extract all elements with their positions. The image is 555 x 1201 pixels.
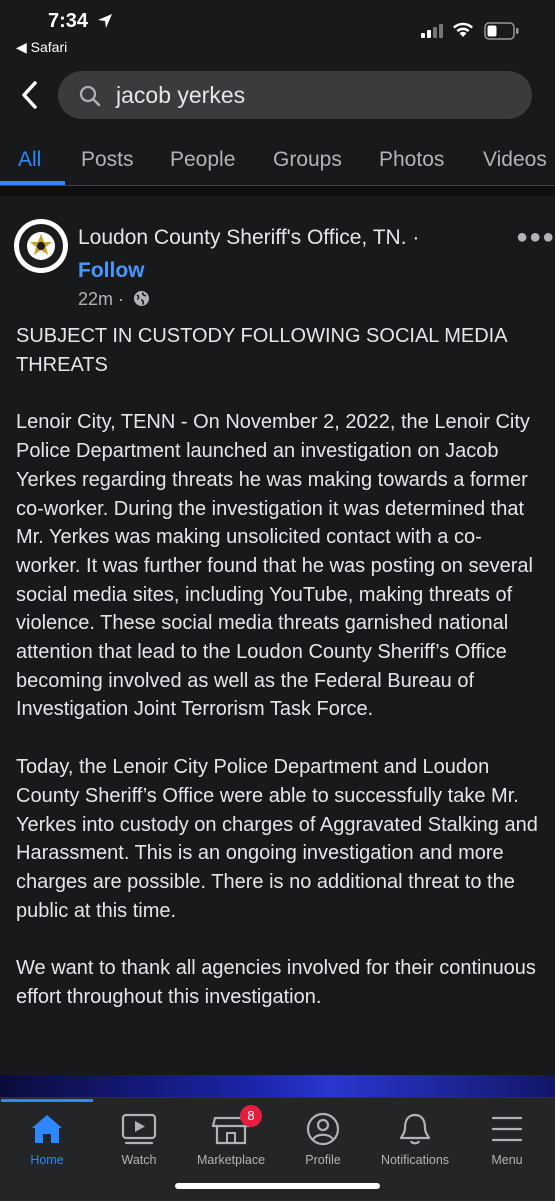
status-bar — [0, 0, 555, 62]
nav-menu[interactable] — [461, 1098, 553, 1178]
search-bar[interactable] — [58, 71, 532, 119]
post-author-name[interactable]: Loudon County Sheriff's Office, TN. · — [78, 226, 420, 249]
status-time: 7:34 — [48, 10, 89, 32]
nav-label: Profile — [305, 1153, 341, 1167]
sheriff-badge-logo-icon — [14, 219, 68, 273]
back-chevron-icon[interactable] — [18, 80, 42, 110]
post-image-preview[interactable] — [0, 1075, 555, 1097]
nav-label: Marketplace — [196, 1153, 266, 1167]
follow-button[interactable]: Follow — [78, 259, 145, 282]
cellular-signal-icon — [421, 24, 443, 38]
menu-icon — [461, 1112, 553, 1146]
nav-label: Notifications — [380, 1153, 450, 1167]
search-icon — [78, 84, 102, 108]
nav-label: Home — [30, 1153, 64, 1167]
search-input[interactable]: jacob yerkes — [116, 82, 246, 108]
marketplace-badge: 8 — [240, 1105, 262, 1127]
nav-profile[interactable] — [277, 1098, 369, 1178]
avatar[interactable] — [14, 219, 68, 273]
home-icon — [1, 1112, 93, 1146]
profile-icon — [277, 1112, 369, 1146]
tab-all[interactable]: All — [18, 148, 42, 171]
nav-watch[interactable] — [93, 1098, 185, 1178]
post-paragraph: Lenoir City, TENN - On November 2, 2022, the Lenoir City Police Department launched an investigation on Jacob Yerkes regarding threats he was making towards a former co-worker. During the investigation it was determined that Mr. Yerkes was making unsolicited contact with a co-worker. It was further found that he was posting on several social media sites, including YouTube, making threats of violence. These social media threats garnished national attention that lead to the Loudon County Sheriff’s Office becoming involved as well as the Federal Bureau of Investigation Joint Terrorism Task Force. — [16, 411, 533, 721]
home-gesture-bar[interactable] — [175, 1183, 380, 1189]
bell-icon — [369, 1112, 461, 1146]
marketplace-icon — [185, 1112, 277, 1146]
location-arrow-icon — [97, 13, 113, 29]
nav-label: Menu — [491, 1153, 523, 1167]
tab-videos[interactable]: Videos — [483, 148, 547, 171]
globe-icon — [133, 290, 150, 307]
post-headline: SUBJECT IN CUSTODY FOLLOWING SOCIAL MEDIA THREATS — [16, 325, 507, 376]
tab-groups[interactable]: Groups — [273, 148, 342, 171]
nav-label: Watch — [121, 1153, 157, 1167]
battery-icon — [484, 22, 520, 40]
back-to-safari-link[interactable]: ◀ Safari — [16, 39, 68, 55]
post-timestamp: 22m · — [78, 289, 125, 309]
post-body — [16, 322, 546, 1041]
search-filter-tabs — [0, 138, 555, 186]
nav-marketplace[interactable] — [185, 1098, 277, 1178]
feed-separator — [0, 186, 555, 196]
more-options-icon[interactable]: ●●● — [516, 226, 555, 248]
nav-notifications[interactable] — [369, 1098, 461, 1178]
nav-home[interactable] — [1, 1098, 93, 1178]
watch-icon — [93, 1112, 185, 1146]
tab-posts[interactable]: Posts — [81, 148, 134, 171]
post-paragraph: We want to thank all agencies involved for their continuous effort throughout this investigation. — [16, 957, 536, 1009]
tab-people[interactable]: People — [170, 148, 236, 171]
post-paragraph: Today, the Lenoir City Police Department and Loudon County Sheriff’s Office were able to successfully take Mr. Yerkes into custody on charges of Aggravated Stalking and Harassment. This is an ongoing investigation and more charges are possible. There is no additional threat to the public at this time. — [16, 756, 538, 922]
wifi-icon — [452, 21, 474, 38]
tab-photos[interactable]: Photos — [379, 148, 445, 171]
